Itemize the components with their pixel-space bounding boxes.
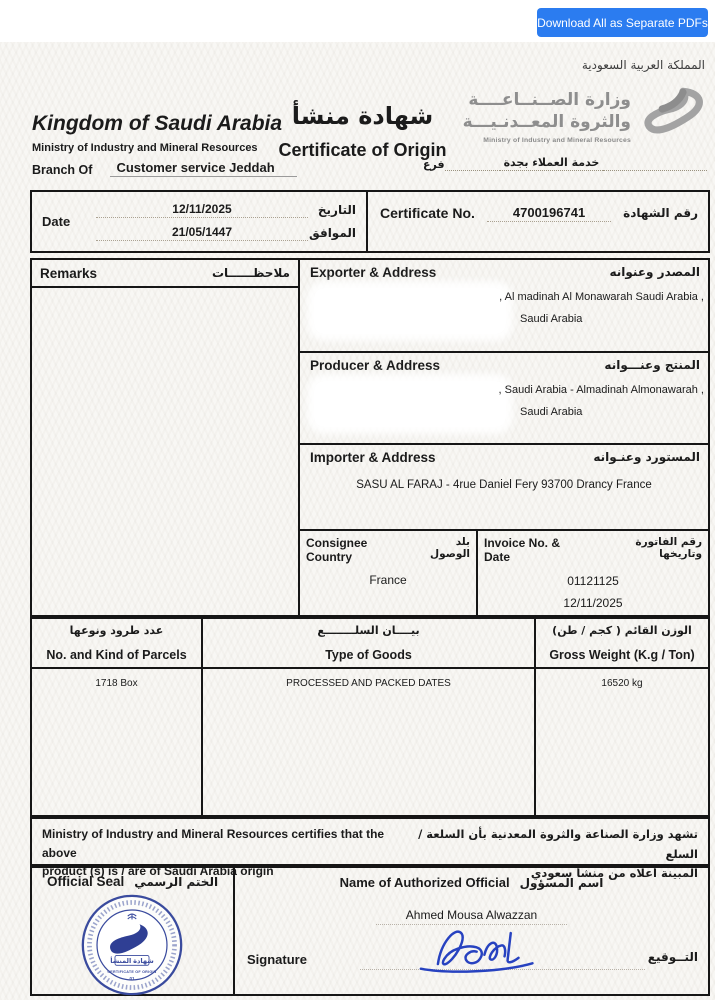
signature-seal-row xyxy=(30,866,710,996)
date-box xyxy=(32,192,368,251)
official-seal-stamp xyxy=(80,893,184,997)
certification-text-english-line2: product (s) is / are of Saudi Arabia origin xyxy=(42,864,274,879)
date-certificate-row xyxy=(30,190,710,253)
gregorian-date-value: 12/11/2025 xyxy=(96,202,308,218)
ministry-logo-arabic-line1: وزارة الصــنــاعــــة xyxy=(468,90,631,110)
remarks-label-arabic: ملاحظــــــات xyxy=(211,266,290,280)
official-seal-label-arabic: الختم الرسمي xyxy=(134,875,219,889)
parcels-column xyxy=(32,619,203,815)
exporter-redacted-area xyxy=(314,288,506,334)
branch-label-arabic: فرع xyxy=(423,158,445,171)
doc-title-english: Certificate of Origin xyxy=(278,140,447,160)
parcels-value: 1718 Box xyxy=(95,678,138,689)
importer-label: Importer & Address xyxy=(310,450,436,465)
ministry-ribbon-logo-icon xyxy=(635,84,707,150)
official-seal-section xyxy=(32,868,235,994)
exporter-section xyxy=(300,260,708,353)
date-label: Date xyxy=(42,214,71,229)
producer-address-line2: Saudi Arabia xyxy=(520,406,583,418)
producer-section xyxy=(300,353,708,445)
certificate-no-label-arabic: رقم الشهادة xyxy=(623,206,698,220)
signature-label: Signature xyxy=(247,952,307,967)
type-of-goods-column xyxy=(203,619,536,815)
importer-label-arabic: المستورد وعنـوانه xyxy=(593,450,700,464)
exporter-address-line1: , Al madinah Al Monawarah Saudi Arabia , xyxy=(499,291,704,303)
certification-text-english-line1: Ministry of Industry and Mineral Resources certifies that the above xyxy=(42,827,385,860)
type-of-goods-label-arabic: بيــــان السلــــــــع xyxy=(317,624,420,637)
certification-text-arabic-line1: تشهد وزارة الصناعة والثروة المعدنية بأن السلعة / السلع xyxy=(418,827,698,861)
importer-address: SASU AL FARAJ - 4rue Daniel Fery 93700 Drancy France xyxy=(356,479,652,491)
remarks-label: Remarks xyxy=(40,265,98,281)
ministry-subtitle: Ministry of Industry and Mineral Resources xyxy=(32,142,258,154)
consignee-country-section xyxy=(300,531,478,615)
certificate-no-label: Certificate No. xyxy=(380,205,475,221)
exporter-label-arabic: المصدر وعنوانه xyxy=(609,265,700,279)
dotted-line xyxy=(603,170,707,171)
consignee-country-value: France xyxy=(369,573,407,587)
exporter-address-line2: Saudi Arabia xyxy=(520,313,583,325)
seal-title-arabic: شهادة المنشأ xyxy=(110,958,154,966)
kingdom-title: Kingdom of Saudi Arabia xyxy=(32,112,283,135)
invoice-section xyxy=(478,531,708,615)
branch-label: Branch Of xyxy=(32,163,93,177)
download-all-button[interactable]: Download All as Separate PDFs xyxy=(537,8,708,37)
invoice-date: 12/11/2025 xyxy=(563,595,623,610)
gross-weight-value: 16520 kg xyxy=(601,678,643,689)
dotted-line xyxy=(445,170,500,171)
exporter-label: Exporter & Address xyxy=(310,265,437,280)
seal-number: 01 xyxy=(129,975,135,981)
gross-weight-label-arabic: الوزن القائم ( كجم / طن) xyxy=(552,624,692,637)
kingdom-name-arabic: المملكة العربية السعودية xyxy=(581,58,705,72)
branch-value-arabic: خدمة العملاء بجدة xyxy=(500,156,604,171)
parcels-label-arabic: عدد طرود ونوعها xyxy=(69,624,164,637)
remarks-section xyxy=(32,260,300,615)
hijri-date-value: 21/05/1447 xyxy=(96,225,308,241)
official-name: Ahmed Mousa Alwazzan xyxy=(235,908,708,922)
ministry-logo-english: Ministry of Industry and Mineral Resources xyxy=(483,137,631,144)
ministry-logo-arabic-line2: والثروة المعــدنـيـــة xyxy=(462,112,631,132)
main-section xyxy=(30,258,710,617)
invoice-label: Invoice No. & Date xyxy=(484,536,561,564)
gregorian-date-label-arabic: التاريخ xyxy=(317,203,356,217)
importer-section xyxy=(300,445,708,531)
consignee-country-label: Consignee Country xyxy=(306,536,368,564)
type-of-goods-label-english: Type of Goods xyxy=(325,648,412,662)
doc-title-arabic: شهادة منشأ xyxy=(291,102,434,130)
certification-text-arabic-line2: المبينة أعلاه من منشأ سعودي xyxy=(530,866,698,881)
name-of-official-label-arabic: اسم المسؤول xyxy=(519,876,604,890)
signature-scribble xyxy=(405,916,570,978)
consignee-country-label-arabic: بلد الوصول xyxy=(430,536,470,560)
authorized-official-section xyxy=(235,868,708,994)
goods-table xyxy=(30,617,710,817)
producer-address-line1: , Saudi Arabia - Almadinah Almonawarah , xyxy=(498,384,704,396)
signature-label-arabic: التــوقيع xyxy=(647,950,698,964)
branch-value: Customer service Jeddah xyxy=(110,160,296,177)
official-seal-label: Official Seal xyxy=(46,874,125,889)
certificate-no-value: 4700196741 xyxy=(487,205,611,222)
certification-section xyxy=(30,817,710,881)
branch-row-arabic xyxy=(417,156,707,171)
invoice-label-arabic: رقم الفاتورة وتاريخها xyxy=(635,536,702,560)
parcels-label-english: No. and Kind of Parcels xyxy=(46,648,187,662)
producer-redacted-area xyxy=(314,381,506,427)
branch-row xyxy=(32,160,297,177)
name-of-official-label: Name of Authorized Official xyxy=(339,875,510,890)
gross-weight-label-english: Gross Weight (K.g / Ton) xyxy=(549,648,695,662)
invoice-number: 01121125 xyxy=(567,574,619,588)
seal-title-english: CERTIFICATE OF ORIGIN xyxy=(107,969,157,974)
type-of-goods-value: PROCESSED AND PACKED DATES xyxy=(286,678,451,689)
certificate-number-box xyxy=(368,192,708,251)
gross-weight-column xyxy=(536,619,708,815)
producer-label-arabic: المنتج وعنـــوانه xyxy=(604,358,700,372)
hijri-date-label-arabic: الموافق xyxy=(309,226,356,240)
producer-label: Producer & Address xyxy=(310,358,441,373)
